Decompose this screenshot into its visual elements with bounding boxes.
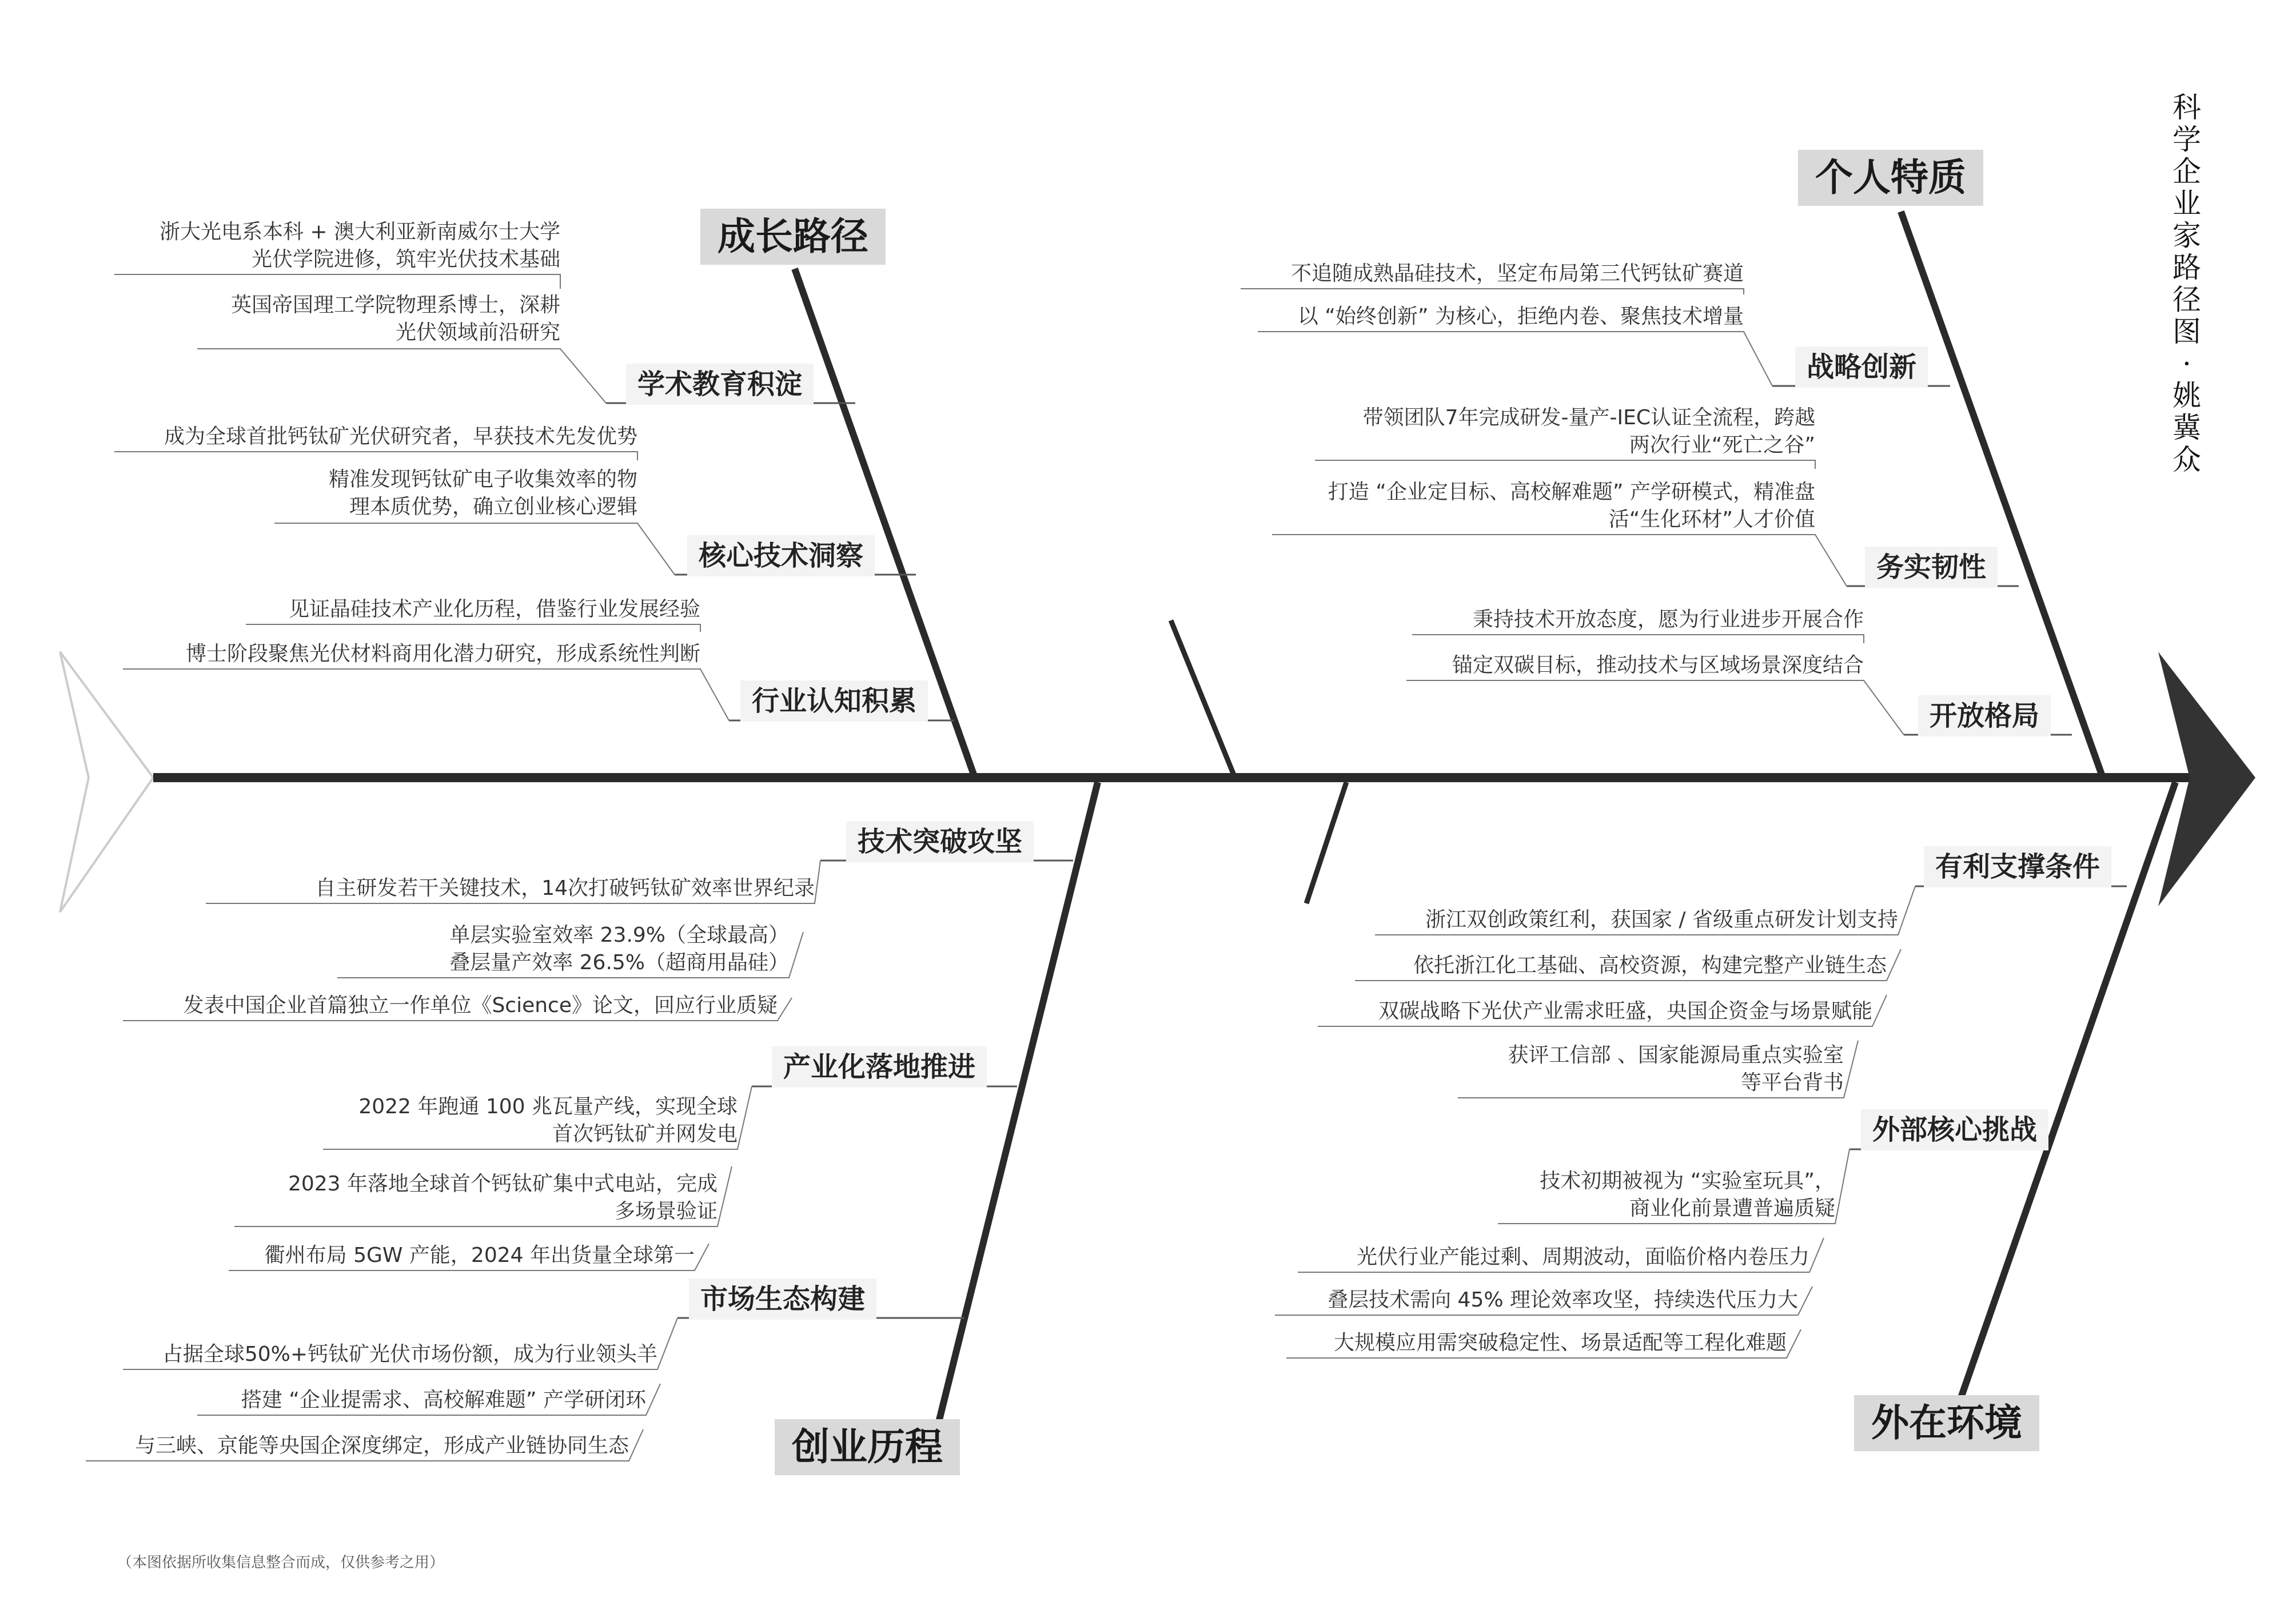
- subcategory-strategic: 战略创新: [1795, 346, 1928, 388]
- leaf-t6: [1406, 680, 1904, 735]
- leaf-label-academic-2: 英国帝国理工学院物理系博士，深耕 光伏领域前沿研究: [230, 293, 560, 344]
- leaf-label-pragmatic-2: 打造 “企业定目标、高校解难题” 产学研模式，精准盘 活“生化环材”人才价值: [1328, 480, 1815, 531]
- subcategory-open: 开放格局: [1918, 695, 2051, 736]
- rib-traits: [1901, 212, 2103, 778]
- leaf-label-strategic-2: 以 “始终创新” 为核心，拒绝内卷、聚焦技术增量: [1297, 305, 1744, 328]
- category-growth: 成长路径: [700, 209, 886, 265]
- subcategory-industry: 行业认知积累: [740, 680, 928, 722]
- subcategory-pragmatic: 务实韧性: [1865, 547, 1998, 588]
- leaf-t1: [1241, 289, 1744, 294]
- leaf-g3: [114, 452, 637, 460]
- leaf-t4: [1272, 535, 1847, 586]
- leaf-label-open-1: 秉持技术开放态度，愿为行业进步开展合作: [1472, 608, 1864, 631]
- leaf-label-open-2: 锚定双碳目标，推动技术与区域场景深度结合: [1452, 654, 1864, 677]
- rib-decor-lower: [1306, 782, 1346, 903]
- leaf-label-tech-3: 发表中国企业首篇独立一作单位《Science》论文，回应行业质疑: [183, 994, 778, 1017]
- leaf-label-support-4: 获评工信部 、国家能源局重点实验室 等平台背书: [1508, 1044, 1844, 1094]
- leaf-label-ecosystem-3: 与三峡、京能等央国企深度绑定，形成产业链协同生态: [134, 1434, 629, 1457]
- subcategory-academic: 学术教育积淀: [626, 364, 814, 405]
- subcategory-support: 有利支撑条件: [1924, 846, 2111, 887]
- leaf-label-challenges-3: 叠层技术需向 45% 理论效率攻坚，持续迭代压力大: [1328, 1288, 1798, 1312]
- leaf-t3: [1315, 460, 1815, 469]
- leaf-label-ecosystem-1: 占据全球50%+钙钛矿光伏市场份额，成为行业领头羊: [162, 1343, 657, 1366]
- footnote: （本图依据所收集信息整合而成，仅供参考之用）: [117, 1554, 445, 1571]
- leaf-label-challenges-1: 技术初期被视为 “实验室玩具”， 商业化前景遭普遍质疑: [1540, 1169, 1835, 1220]
- leaf-label-challenges-2: 光伏行业产能过剩、周期波动，面临价格内卷压力: [1356, 1245, 1809, 1269]
- fish-tail: [60, 652, 153, 912]
- leaf-label-insight-1: 成为全球首批钙钛矿光伏研究者，早获技术先发优势: [164, 425, 637, 448]
- category-traits: 个人特质: [1798, 150, 1983, 206]
- leaf-label-insight-2: 精准发现钙钛矿电子收集效率的物 理本质优势，确立创业核心逻辑: [328, 468, 637, 519]
- leaf-label-industrialization-1: 2022 年跑通 100 兆瓦量产线，实现全球 首次钙钛矿并网发电: [358, 1095, 738, 1146]
- leaf-label-support-1: 浙江双创政策红利，获国家 / 省级重点研发计划支持: [1425, 908, 1898, 931]
- leaf-g4: [274, 523, 675, 575]
- leaf-label-support-3: 双碳战略下光伏产业需求旺盛，央国企资金与场景赋能: [1378, 999, 1872, 1023]
- leaf-label-strategic-1: 不追随成熟晶硅技术，坚定布局第三代钙钛矿赛道: [1290, 262, 1744, 285]
- leaf-label-pragmatic-1: 带领团队7年完成研发-量产-IEC认证全流程，跨越 两次行业“死亡之谷”: [1362, 406, 1815, 457]
- rib-venture: [938, 782, 1098, 1427]
- subcategory-ecosystem: 市场生态构建: [689, 1279, 876, 1320]
- leaf-label-industry-2: 博士阶段聚焦光伏材料商用化潜力研究，形成系统性判断: [185, 642, 700, 666]
- leaf-label-support-2: 依托浙江化工基础、高校资源，构建完整产业链生态: [1413, 954, 1887, 977]
- leaf-g1: [114, 274, 560, 289]
- leaf-t2: [1258, 332, 1772, 386]
- leaf-label-challenges-4: 大规模应用需突破稳定性、场景适配等工程化难题: [1333, 1331, 1787, 1355]
- rib-decor: [1171, 620, 1234, 775]
- category-environment: 外在环境: [1854, 1395, 2039, 1451]
- leaf-g2: [197, 349, 606, 403]
- leaf-t5: [1412, 635, 1864, 643]
- leaf-g5: [246, 624, 700, 632]
- subcategory-challenges: 外部核心挑战: [1861, 1109, 2048, 1150]
- leaf-label-tech-1: 自主研发若干关键技术，14次打破钙钛矿效率世界纪录: [315, 877, 815, 900]
- subcategory-insight: 核心技术洞察: [687, 535, 875, 576]
- leaf-label-industrialization-3: 衢州布局 5GW 产能，2024 年出货量全球第一: [264, 1244, 695, 1267]
- leaf-g6: [123, 669, 729, 720]
- diagram-title: 科学企业家路径图 · 姚冀众: [2173, 91, 2201, 476]
- subcategory-industrialization: 产业化落地推进: [772, 1046, 987, 1088]
- leaf-label-tech-2: 单层实验室效率 23.9%（全球最高） 叠层量产效率 26.5%（超商用晶硅）: [449, 923, 789, 974]
- leaf-label-industrialization-2: 2023 年落地全球首个钙钛矿集中式电站，完成 多场景验证: [288, 1172, 718, 1223]
- leaf-label-academic-1: 浙大光电系本科 + 澳大利亚新南威尔士大学 光伏学院进修，筑牢光伏技术基础: [159, 220, 560, 271]
- subcategory-tech: 技术突破攻坚: [846, 821, 1034, 862]
- leaf-label-ecosystem-2: 搭建 “企业提需求、高校解难题” 产学研闭环: [241, 1388, 646, 1412]
- leaf-label-industry-1: 见证晶硅技术产业化历程，借鉴行业发展经验: [288, 598, 700, 621]
- category-venture: 创业历程: [775, 1419, 960, 1475]
